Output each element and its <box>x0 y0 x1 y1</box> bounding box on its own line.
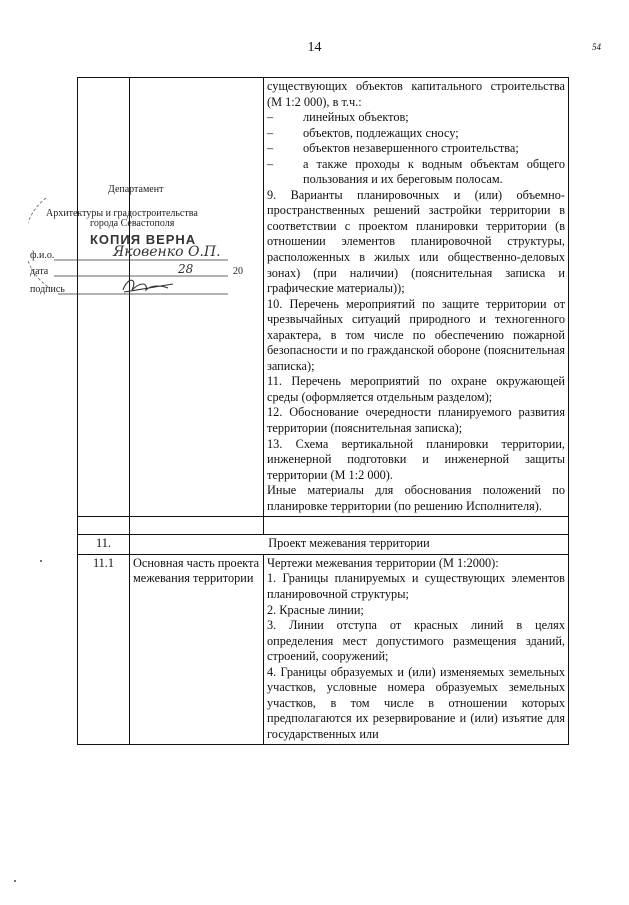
row-number-cell <box>78 78 130 517</box>
dash-item-text: линейных объектов; <box>303 110 409 125</box>
stamp-date-value: 28 <box>178 262 194 276</box>
content-paragraph: 13. Схема вертикальной планировки территории, инженерной подготовки и инженерной защиты территории (М 1:2 000). <box>267 436 565 482</box>
section-title: Проект межевания территории <box>130 535 569 555</box>
dash-item-text: а также проходы к водным объектам общего пользования и их береговым полосам. <box>303 156 565 187</box>
table-row <box>78 554 569 745</box>
content-paragraph: существующих объектов капитального строительства (М 1:2 000), в т.ч.: <box>267 79 565 109</box>
content-paragraph: 3. Линии отступа от красных линий в целях определения мест допустимого размещения зданий, строений, сооружений; <box>267 618 565 664</box>
row-content-cell <box>264 78 569 517</box>
document-table <box>77 77 569 745</box>
content-paragraph: Чертежи межевания территории (М 1:2000): <box>267 555 499 570</box>
row-content-cell <box>264 517 569 535</box>
content-paragraph: 2. Красные линии; <box>267 602 364 617</box>
row-name-cell: Основная часть проекта межевания территории <box>130 554 264 745</box>
corner-page-number: 54 <box>592 42 601 52</box>
stamp-date-year: 20 <box>233 266 243 277</box>
stamp-line1: Департамент <box>108 184 164 195</box>
dash-list-item <box>267 157 565 188</box>
content-paragraph: 9. Варианты планировочных и (или) объемно-пространственных решений застройки территории в соответствии с проектом планировки территории (в отношении элементов планировочной структуры, расположенных в жилых или общественно-деловых зонах) (при наличии) (пояснительная записка и графические материалы)); <box>267 187 565 296</box>
stamp-circle-arc <box>28 198 50 288</box>
row-number-cell <box>78 517 130 535</box>
dash-bullet: – <box>267 125 274 140</box>
content-paragraph: 1. Границы планируемых и существующих элементов планировочной структуры; <box>267 571 565 601</box>
dash-item-text: объектов, подлежащих сносу; <box>303 125 459 140</box>
content-paragraph: 11. Перечень мероприятий по охране окружающей среды (оформляется отдельным разделом); <box>267 374 565 404</box>
dash-item-text: объектов незавершенного строительства; <box>303 141 519 156</box>
stamp-fio-label: ф.и.о. <box>30 250 55 261</box>
dash-list-item <box>267 141 565 157</box>
dash-bullet: – <box>267 156 274 171</box>
content-paragraph: Иные материалы для обоснования положений по планировке территории (по решению Исполнителя). <box>267 483 565 513</box>
dash-list-item <box>267 126 565 142</box>
stamp-date-label: дата <box>30 266 49 277</box>
table-row <box>78 78 569 517</box>
dash-list-item <box>267 110 565 126</box>
row-content-cell <box>264 554 569 745</box>
content-paragraph: 4. Границы образуемых и (или) изменяемых земельных участков, условные номера образуемых земельных участков, в том числе в отношении которых предполагаются их резервирование и (или) изъятие для государственных или <box>267 664 565 741</box>
page-number: 14 <box>307 40 322 55</box>
stamp-fio-value: Яковенко О.П. <box>113 244 221 260</box>
dash-bullet: – <box>267 141 274 156</box>
scan-speck <box>40 560 42 562</box>
row-name-cell <box>130 78 264 517</box>
section-number: 11. <box>78 535 130 555</box>
scan-speck <box>14 880 16 882</box>
content-paragraph: 10. Перечень мероприятий по защите территории от чрезвычайных ситуаций природного и техногенного характера, в том числе по обеспечению пожарной безопасности и по гражданской обороне (пояснительная записка); <box>267 296 565 373</box>
row-number-cell: 11.1 <box>78 554 130 745</box>
stamp-line3: города Севастополя <box>90 218 175 229</box>
dash-bullet: – <box>267 110 274 125</box>
section-row <box>78 535 569 555</box>
content-paragraph: 12. Обоснование очередности планируемого развития территории (пояснительная записка); <box>267 405 565 436</box>
stamp-copy-label: КОПИЯ ВЕРНА <box>90 232 197 247</box>
row-name-cell <box>130 517 264 535</box>
stamp-sign-label: подпись <box>30 284 65 295</box>
stamp-line2: Архитектуры и градостроительства <box>46 208 198 219</box>
table-row <box>78 517 569 535</box>
